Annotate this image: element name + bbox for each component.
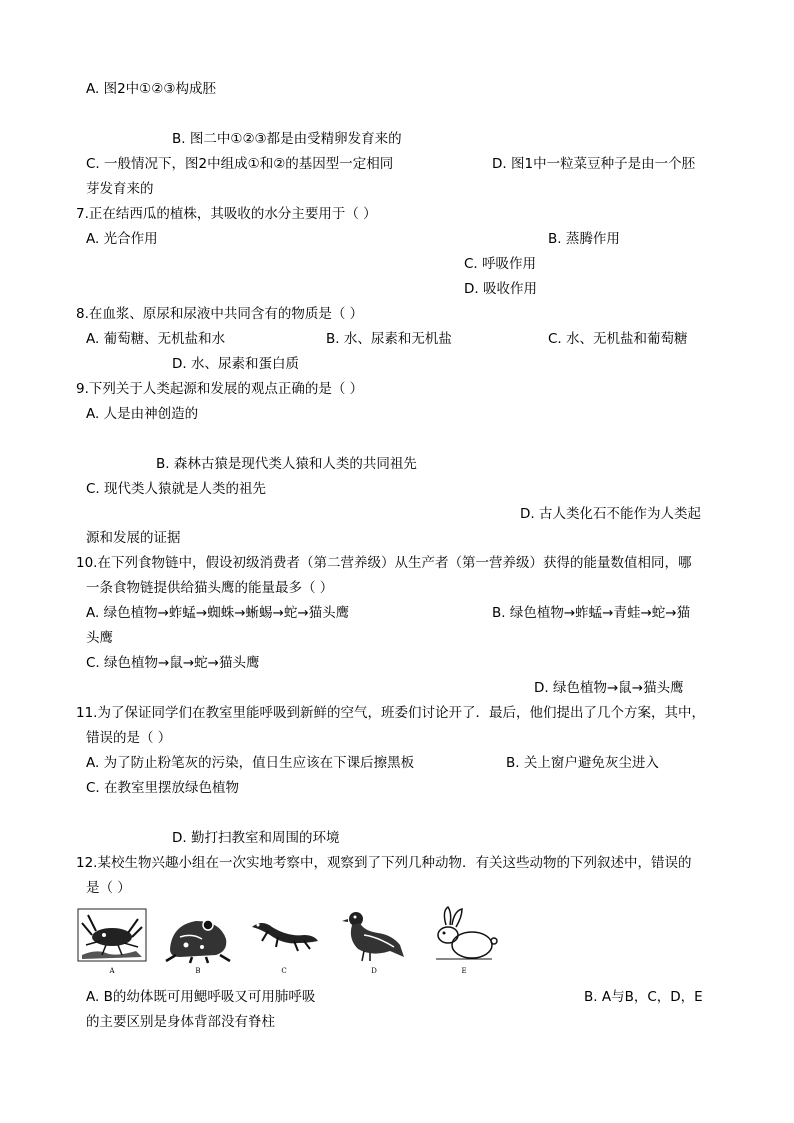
q10-option-b-cont: 头鹰 [86,630,113,646]
q8-option-a: A. 葡萄糖、无机盐和水 [86,331,226,347]
q6-option-d-cont: 芽发育来的 [86,181,154,197]
q9-option-b: B. 森林古猿是现代类人猿和人类的共同祖先 [156,456,417,472]
q7-option-b: B. 蒸腾作用 [548,231,620,247]
q11-option-a: A. 为了防止粉笔灰的污染，值日生应该在下课后擦黑板 [86,755,415,771]
q7-option-c: C. 呼吸作用 [464,256,537,272]
animal-label-d: D [371,967,377,975]
animal-a [76,905,148,975]
pigeon-icon [338,905,410,965]
q8-option-d: D. 水、尿素和蛋白质 [172,356,299,372]
q11-option-c: C. 在教室里摆放绿色植物 [86,780,240,796]
q11-option-d: D. 勤打扫教室和周围的环境 [172,830,340,846]
q8-option-b: B. 水、尿素和无机盐 [326,331,452,347]
q10-option-a: A. 绿色植物→蚱蜢→蜘蛛→蜥蜴→蛇→猫头鹰 [86,605,350,621]
q7-stem: 7.正在结西瓜的植株，其吸收的水分主要用于（ ） [76,206,377,222]
q10-option-d: D. 绿色植物→鼠→猫头鹰 [534,680,684,696]
q9-option-d-cont: 源和发展的证据 [86,530,181,546]
animal-d [338,905,410,975]
animal-label-c: C [281,967,287,975]
animal-label-a: A [109,967,115,975]
q10-stem: 10.在下列食物链中，假设初级消费者（第二营养级）从生产者（第一营养级）获得的能量数值相同，哪 [76,555,692,571]
q7-option-d: D. 吸收作用 [464,281,537,297]
q12-stem: 12.某校生物兴趣小组在一次实地考察中，观察到了下列几种动物．有关这些动物的下列叙述中，错误的 [76,855,692,871]
animal-label-b: B [195,967,201,975]
q12-option-b: B. A与B，C，D，E [584,989,703,1005]
lizard-icon [248,905,320,965]
rabbit-icon [428,905,500,965]
q8-stem: 8.在血浆、原尿和尿液中共同含有的物质是（ ） [76,306,364,322]
frog-icon [162,905,234,965]
q11-stem: 11.为了保证同学们在教室里能呼吸到新鲜的空气，班委们讨论开了．最后，他们提出了几个方案，其中， [76,705,705,721]
q11-stem-cont: 错误的是（ ） [86,730,172,746]
q10-option-b: B. 绿色植物→蚱蜢→青蛙→蛇→猫 [492,605,691,621]
q6-option-c: C. 一般情况下，图2中组成①和②的基因型一定相同 [86,156,394,172]
crayfish-icon [76,905,148,965]
q12-option-b-cont: 的主要区别是身体背部没有脊柱 [86,1014,275,1030]
q10-stem-cont: 一条食物链提供给猫头鹰的能量最多（ ） [86,580,334,596]
q10-option-c: C. 绿色植物→鼠→蛇→猫头鹰 [86,655,260,671]
q9-option-a: A. 人是由神创造的 [86,406,199,422]
q9-option-d: D. 古人类化石不能作为人类起 [520,506,701,522]
q12-stem-cont: 是（ ） [86,880,131,896]
animal-label-e: E [461,967,467,975]
q6-option-d: D. 图1中一粒菜豆种子是由一个胚 [492,156,696,172]
q8-option-c: C. 水、无机盐和葡萄糖 [548,331,688,347]
q12-option-a: A. B的幼体既可用鳃呼吸又可用肺呼吸 [86,989,316,1005]
q6-option-a: A. 图2中①②③构成胚 [86,81,216,97]
q6-option-b: B. 图二中①②③都是由受精卵发育来的 [172,131,402,147]
animal-c [248,905,320,975]
animal-e [428,905,500,975]
animal-figure [76,905,516,975]
q9-stem: 9.下列关于人类起源和发展的观点正确的是（ ） [76,381,364,397]
q11-option-b: B. 关上窗户避免灰尘进入 [506,755,659,771]
q7-option-a: A. 光合作用 [86,231,158,247]
animal-b [162,905,234,975]
q9-option-c: C. 现代类人猿就是人类的祖先 [86,481,267,497]
